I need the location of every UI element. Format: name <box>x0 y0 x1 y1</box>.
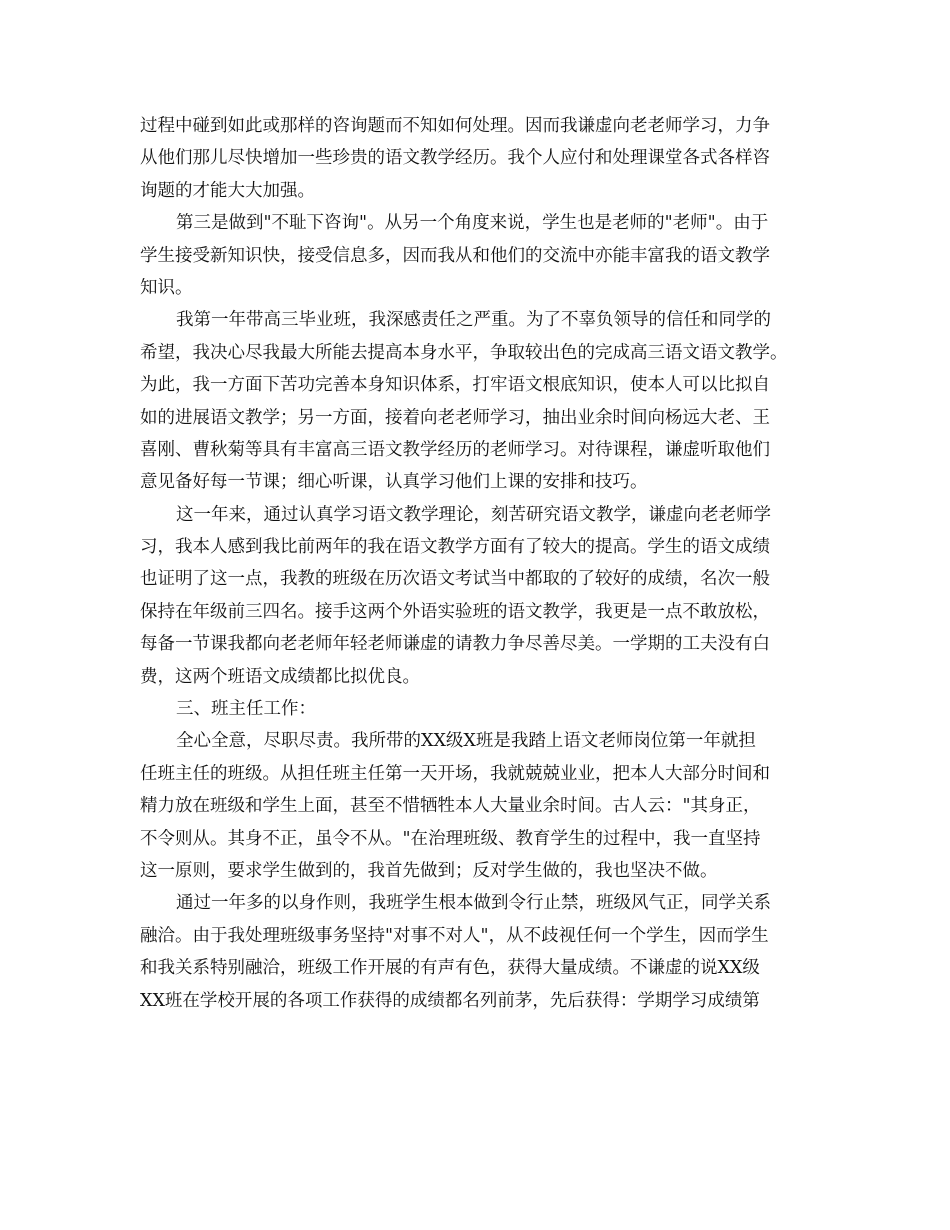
text-line: 过程中碰到如此或那样的咨询题而不知如何处理。因而我谦虚向老老师学习，力争 <box>140 116 770 136</box>
text-line: 保持在年级前三四名。接手这两个外语实验班的语文教学，我更是一点不敢放松， <box>140 601 770 622</box>
text-line: 也证明了这一点，我教的班级在历次语文考试当中都取的了较好的成绩，名次一般 <box>140 569 770 590</box>
text-line: 三、班主任工作： <box>176 699 316 720</box>
text-line: 不令则从。其身不正，虽令不从。"在治理班级、教育学生的过程中，我一直坚持 <box>140 828 761 849</box>
text-line: 费，这两个班语文成绩都比拟优良。 <box>140 666 420 687</box>
text-line: 希望，我决心尽我最大所能去提高本身水平，争取较出色的完成高三语文语文教学。 <box>140 342 788 363</box>
text-line: 任班主任的班级。从担任班主任第一天开场，我就兢兢业业，把本人大部分时间和 <box>140 763 770 784</box>
text-line: 如的进展语文教学；另一方面，接着向老老师学习，抽出业余时间向杨远大老、王 <box>140 407 770 428</box>
text-line: 从他们那儿尽快增加一些珍贵的语文教学经历。我个人应付和处理课堂各式各样咨 <box>140 148 770 169</box>
text-line: 喜刚、曹秋菊等具有丰富高三语文教学经历的老师学习。对待课程，谦虚听取他们 <box>140 439 770 460</box>
text-line: 这一年来，通过认真学习语文教学理论，刻苦研究语文教学，谦虚向老老师学 <box>176 504 771 525</box>
text-line: 这一原则，要求学生做到的，我首先做到；反对学生做的，我也坚决不做。 <box>140 860 718 881</box>
text-line: 和我关系特别融洽，班级工作开展的有声有色，获得大量成绩。不谦虚的说XX级 <box>140 958 760 979</box>
text-line: 融洽。由于我处理班级事务坚持"对事不对人"，从不歧视任何一个学生，因而学生 <box>140 925 769 946</box>
text-line: 精力放在班级和学生上面，甚至不惜牺牲本人大量业余时间。古人云："其身正， <box>140 796 761 817</box>
text-line: 第三是做到"不耻下咨询"。从另一个角度来说，学生也是老师的"老师"。由于 <box>176 213 769 234</box>
text-line: 知识。 <box>140 277 193 298</box>
text-line: 意见备好每一节课；细心听课，认真学习他们上课的安排和技巧。 <box>140 472 648 493</box>
text-line: 习，我本人感到我比前两年的我在语文教学方面有了较大的提高。学生的语文成绩 <box>140 537 770 558</box>
text-line: 全心全意，尽职尽责。我所带的XX级X班是我踏上语文老师岗位第一年就担 <box>176 731 756 752</box>
text-line: XX班在学校开展的各项工作获得的成绩都名列前茅，先后获得：学期学习成绩第 <box>140 990 760 1011</box>
text-line: 为此，我一方面下苦功完善本身知识体系，打牢语文根底知识，使本人可以比拟自 <box>140 375 770 396</box>
text-line: 我第一年带高三毕业班，我深感责任之严重。为了不辜负领导的信任和同学的 <box>176 310 771 331</box>
text-line: 询题的才能大大加强。 <box>140 180 315 201</box>
text-line: 每备一节课我都向老老师年轻老师谦虚的请教力争尽善尽美。一学期的工夫没有白 <box>140 634 770 655</box>
text-line: 通过一年多的以身作则，我班学生根本做到令行止禁，班级风气正，同学关系 <box>176 893 771 914</box>
text-line: 学生接受新知识快，接受信息多，因而我从和他们的交流中亦能丰富我的语文教学 <box>140 245 770 266</box>
body-text <box>140 110 820 1017</box>
